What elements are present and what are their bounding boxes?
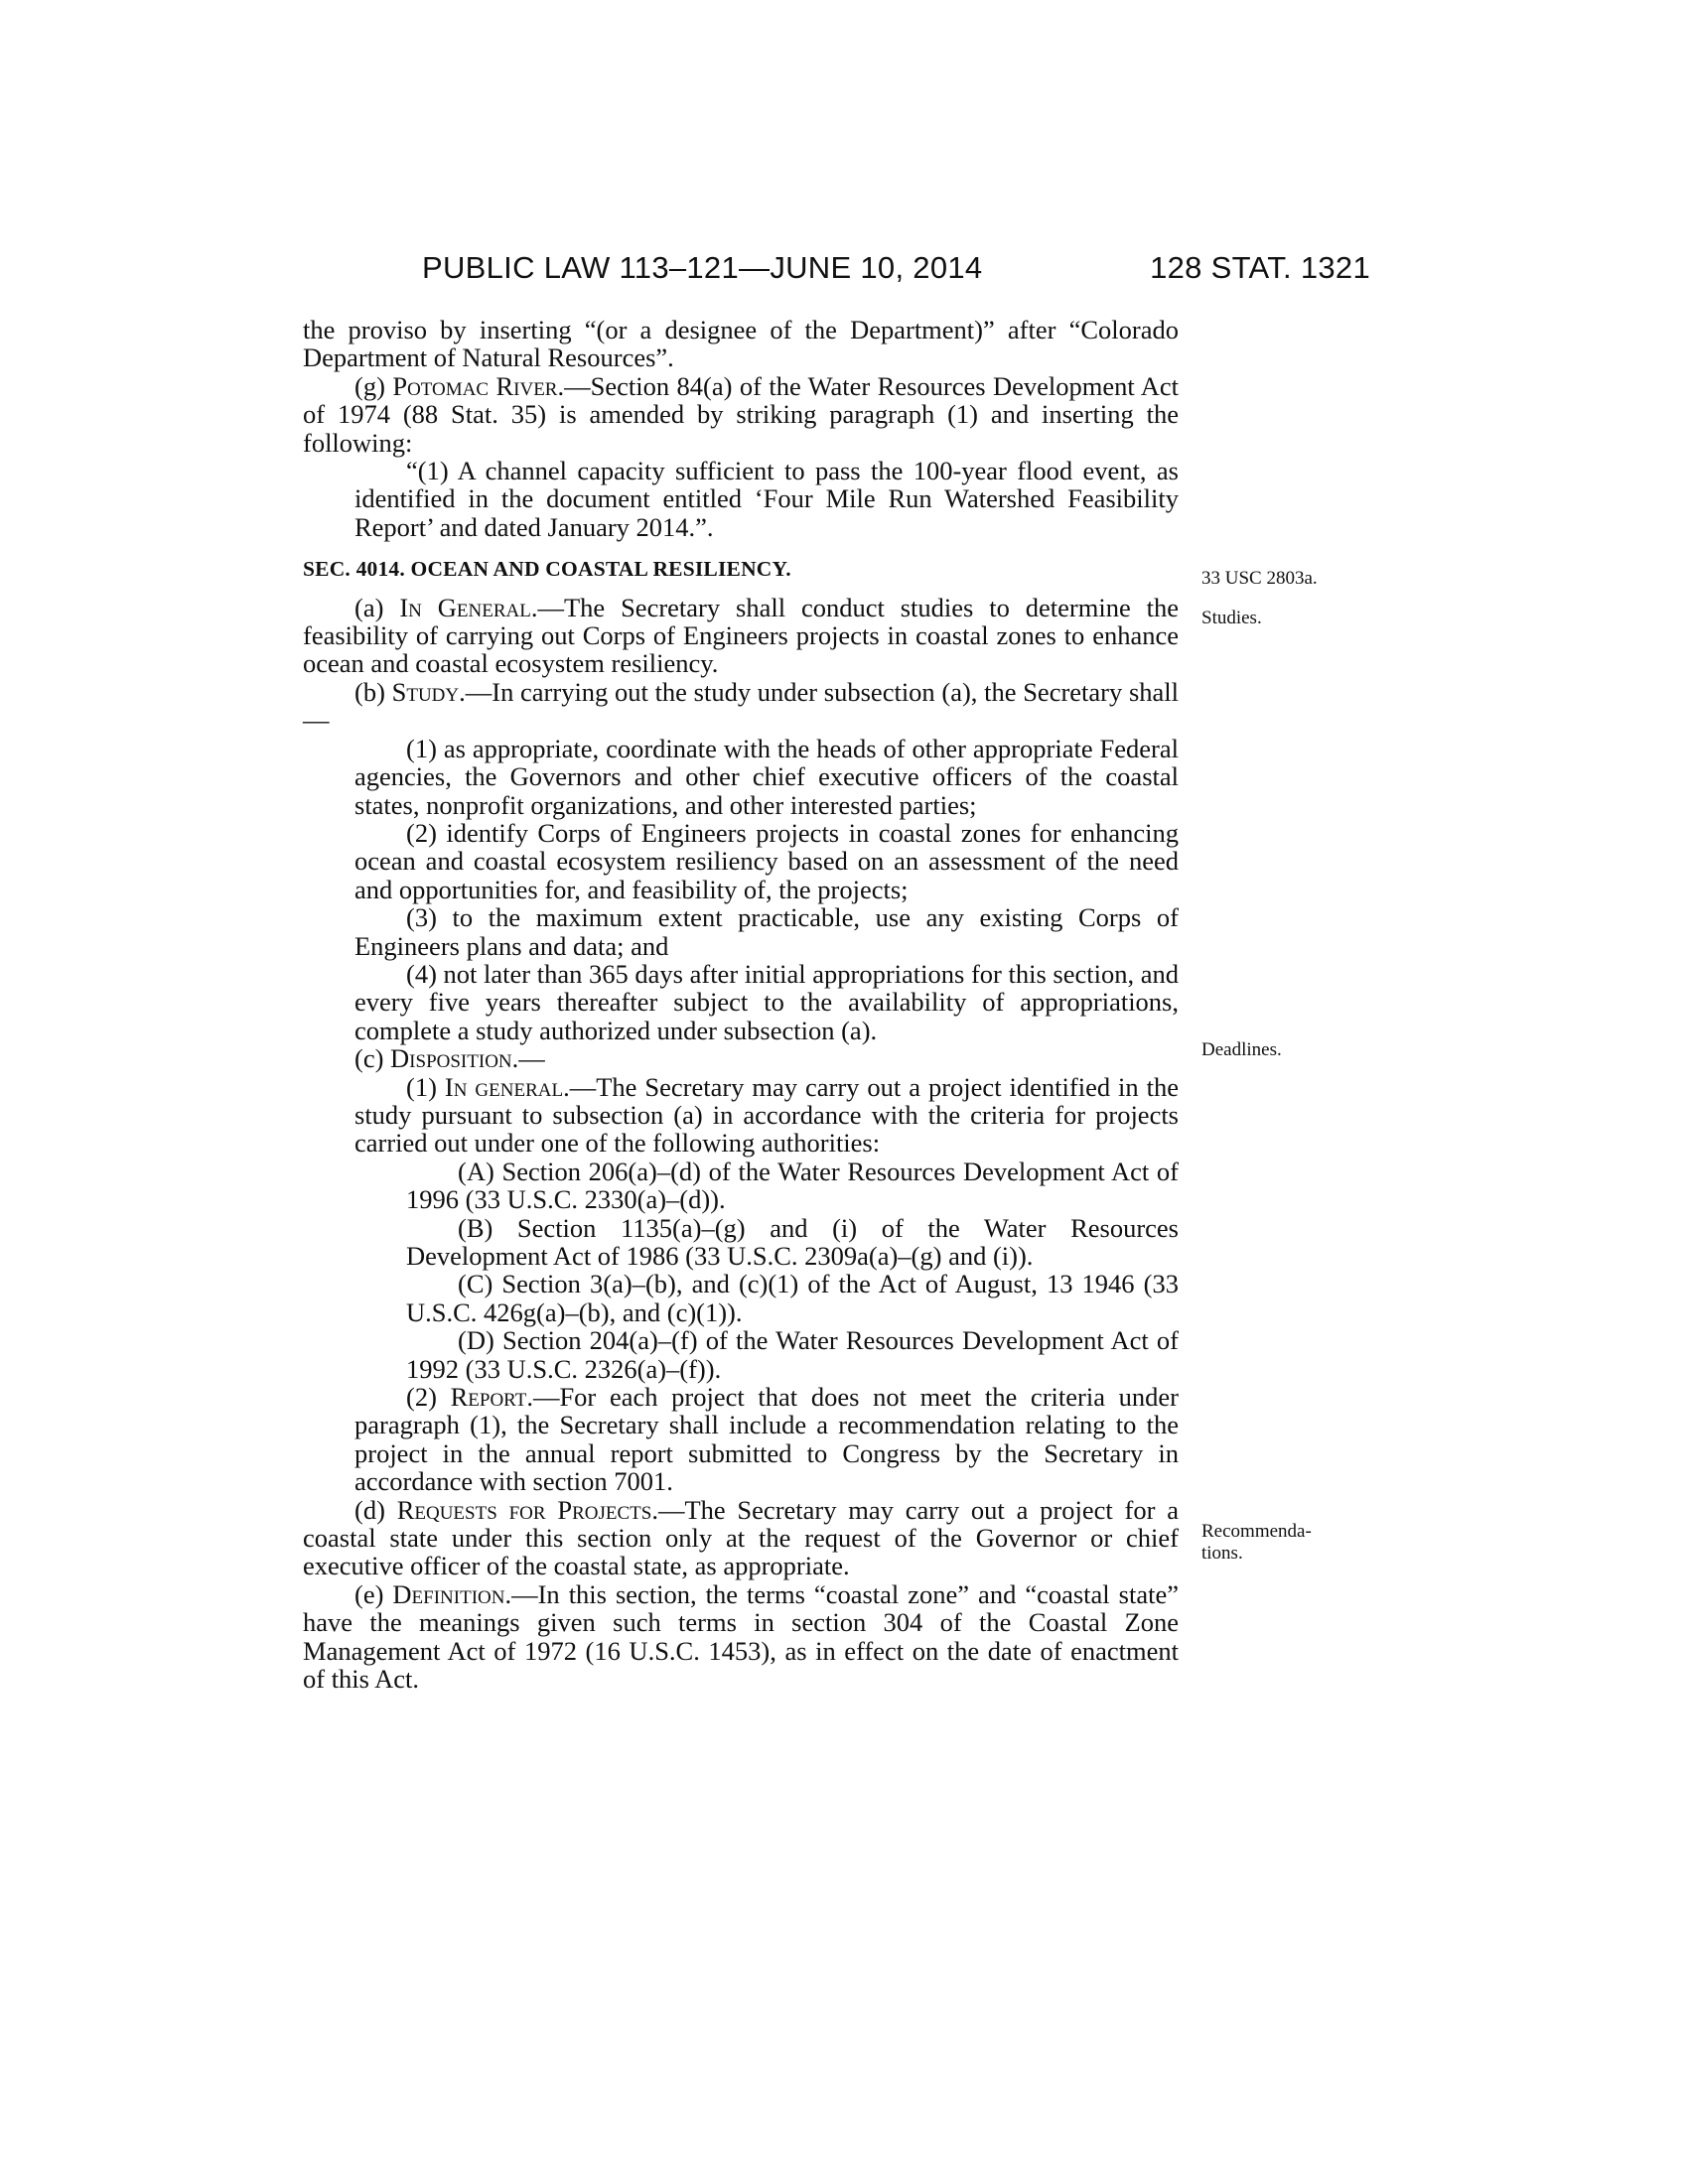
document-body (303, 316, 1179, 1694)
subsection-c-heading: Disposition (390, 1043, 512, 1074)
paragraph-c2-heading: Report (450, 1382, 527, 1413)
margin-note-usc: 33 USC 2803a. (1201, 568, 1318, 589)
margin-note-recommendations-2: tions. (1201, 1543, 1243, 1564)
subsection-d: (d) Requests for Projects.—The Secretary may carry out a project for a coastal state under this section only at the request of the Governor or chief executive officer of the coastal state, as appropriate. (303, 1494, 1179, 1581)
paragraph-b3: (3) to the maximum extent practicable, use any existing Corps of Engineers plans and data; and (354, 902, 1179, 961)
subsection-g-heading: Potomac River (392, 370, 558, 401)
paragraph-c1-heading: In general (444, 1071, 564, 1102)
stat-page-number: 128 STAT. 1321 (1150, 250, 1370, 285)
subsection-a-heading: In General (399, 592, 531, 622)
subsection-d-heading: Requests for Projects (396, 1494, 652, 1525)
subsection-g-quote: “(1) A channel capacity sufficient to pass the 100-year flood event, as identified in the document entitled ‘Four Mile Run Watershed Feasibility Report’ and dated January 2014.”. (354, 456, 1179, 542)
subsection-g: (g) Potomac River.—Section 84(a) of the Water Resources Development Act of 1974 (88 Stat. 35) is amended by striking paragraph (1) and inserting the following: (303, 370, 1179, 458)
paragraph-b4: (4) not later than 365 days after initial appropriations for this section, and every five years thereafter subject to the availability of appropriations, complete a study authorized under subsection (a). (354, 958, 1179, 1045)
subsection-e-heading: Definition (392, 1578, 505, 1609)
subsection-c: (c) Disposition.— (354, 1043, 545, 1074)
paragraph-c2: (2) Report.—For each project that does not meet the criteria under paragraph (1), the Secretary shall include a recommendation relating to the project in the annual report submitted to Congress by the Secretary in accordance with section 7001. (354, 1382, 1179, 1497)
subsection-e: (e) Definition.—In this section, the terms “coastal zone” and “coastal state” have the meanings given such terms in section 304 of the Coastal Zone Management Act of 1972 (16 U.S.C. 1453), as in effect on the date of enactment of this Act. (303, 1578, 1179, 1695)
margin-note-recommendations-1: Recommenda- (1201, 1521, 1312, 1542)
subparagraph-cA: (A) Section 206(a)–(d) of the Water Resources Development Act of 1996 (33 U.S.C. 2330(a)–(d)). (406, 1156, 1179, 1215)
page-header (298, 250, 1370, 290)
section-heading: SEC. 4014. OCEAN AND COASTAL RESILIENCY. (303, 557, 791, 582)
subparagraph-cB: (B) Section 1135(a)–(g) and (i) of the Water Resources Development Act of 1986 (33 U.S.C. 2309a(a)–(g) and (i)). (406, 1212, 1179, 1271)
subparagraph-cD: (D) Section 204(a)–(f) of the Water Resources Development Act of 1992 (33 U.S.C. 2326(a)–(f)). (406, 1325, 1179, 1384)
paragraph-b1: (1) as appropriate, coordinate with the heads of other appropriate Federal agencies, the Governors and other chief executive officers of the coastal states, nonprofit organizations, and other interested parties; (354, 733, 1179, 820)
intro-paragraph: the proviso by inserting “(or a designee of the Department)” after “Colorado Department of Natural Resources”. (303, 315, 1179, 373)
subsection-a: (a) In General.—The Secretary shall conduct studies to determine the feasibility of carrying out Corps of Engineers projects in coastal zones to enhance ocean and coastal ecosystem resiliency. (303, 592, 1179, 679)
subsection-b-heading: Study (391, 676, 460, 707)
margin-note-deadlines: Deadlines. (1201, 1039, 1282, 1060)
paragraph-b2: (2) identify Corps of Engineers projects in coastal zones for enhancing ocean and coastal ecosystem resiliency based on an assessment of the need and opportunities for, and feasibility of, the projects; (354, 817, 1179, 904)
margin-note-studies: Studies. (1201, 608, 1262, 628)
page-title: PUBLIC LAW 113–121—JUNE 10, 2014 (422, 250, 983, 285)
subparagraph-cC: (C) Section 3(a)–(b), and (c)(1) of the Act of August, 13 1946 (33 U.S.C. 426g(a)–(b), and (c)(1)). (406, 1269, 1179, 1327)
subsection-b: (b) Study.—In carrying out the study under subsection (a), the Secretary shall— (303, 676, 1179, 736)
paragraph-c1: (1) In general.—The Secretary may carry out a project identified in the study pursuant to subsection (a) in accordance with the criteria for projects carried out under one of the following authorities: (354, 1071, 1180, 1159)
